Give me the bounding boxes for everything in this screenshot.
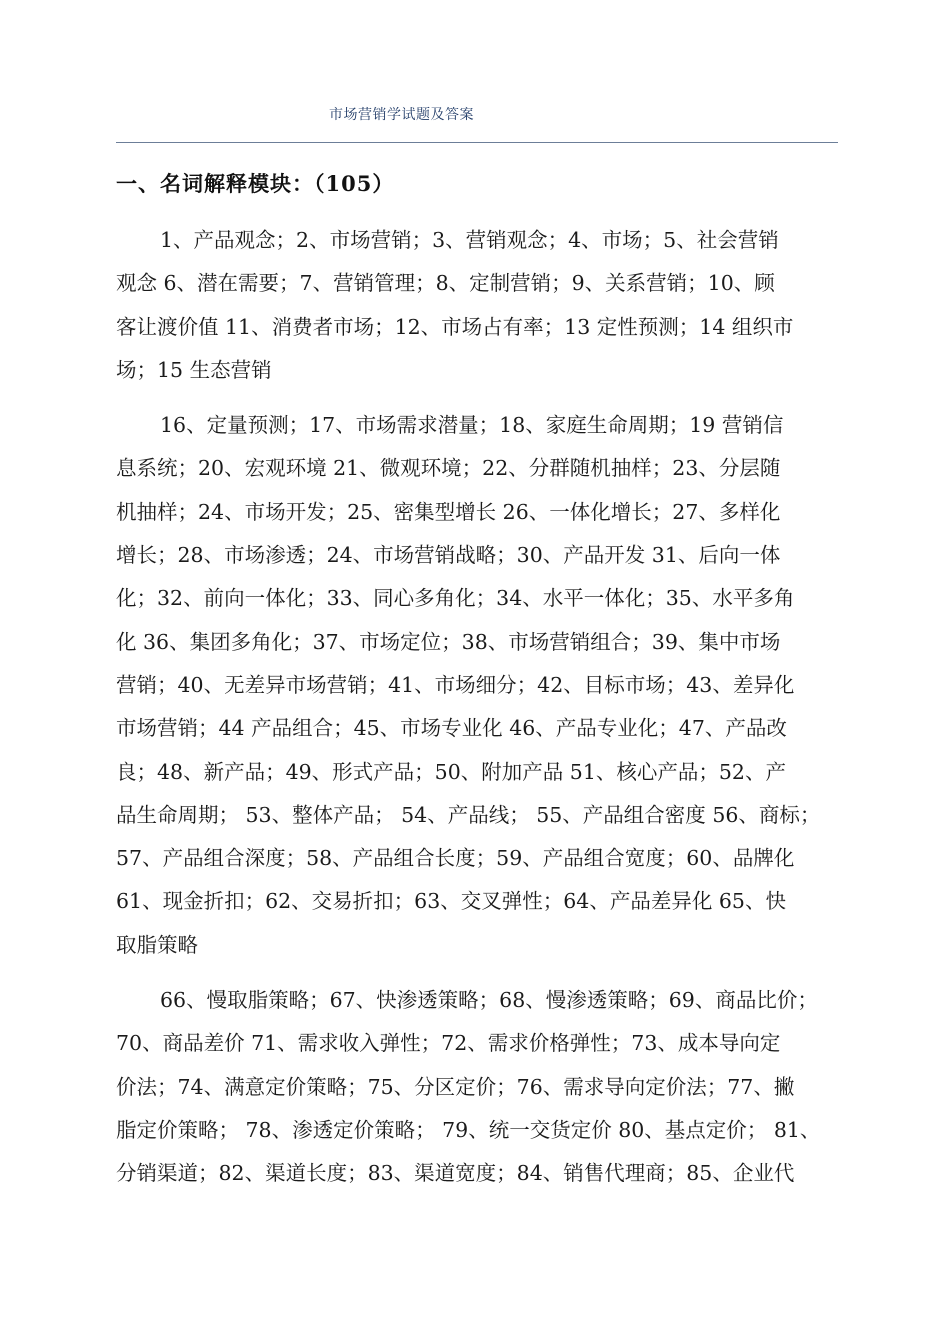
paragraph-line: 价法；74、满意定价策略；75、分区定价；76、需求导向定价法；77、撇 <box>116 1074 795 1099</box>
paragraph-line: 场；15 生态营销 <box>116 357 272 382</box>
paragraph-line: 市场营销；44 产品组合；45、市场专业化 46、产品专业化；47、产品改 <box>116 716 787 741</box>
paragraph <box>116 219 838 392</box>
paragraph-line: 营销；40、无差异市场营销；41、市场细分；42、目标市场；43、差异化 <box>116 672 795 697</box>
page-header: 市场营销学试题及答案 <box>329 107 474 123</box>
paragraph-line: 良；48、新产品；49、形式产品；50、附加产品 51、核心产品；52、产 <box>116 759 786 784</box>
paragraph-line: 脂定价策略； 78、渗透定价策略； 79、统一交货定价 80、基点定价； 81、 <box>116 1117 821 1142</box>
paragraph-line: 70、商品差价 71、需求收入弹性；72、需求价格弹性；73、成本导向定 <box>116 1031 781 1056</box>
paragraph-line: 61、现金折扣；62、交易折扣；63、交叉弹性；64、产品差异化 65、快 <box>116 889 786 914</box>
document-body <box>116 219 838 1208</box>
header-rule <box>116 142 838 143</box>
paragraph <box>116 404 838 967</box>
paragraph-line: 化 36、集团多角化；37、市场定位；38、市场营销组合；39、集中市场 <box>116 629 781 654</box>
paragraph-line: 分销渠道；82、渠道长度；83、渠道宽度；84、销售代理商；85、企业代 <box>116 1161 795 1186</box>
paragraph-line: 16、定量预测；17、市场需求潜量；18、家庭生命周期；19 营销信 <box>160 413 784 438</box>
paragraph-line: 品生命周期； 53、整体产品； 54、产品线； 55、产品组合密度 56、商标； <box>116 802 821 827</box>
paragraph-line: 57、产品组合深度；58、产品组合长度；59、产品组合宽度；60、品牌化 <box>116 846 795 871</box>
paragraph <box>116 979 838 1195</box>
paragraph-line: 化；32、前向一体化；33、同心多角化；34、水平一体化；35、水平多角 <box>116 586 795 611</box>
paragraph-line: 1、产品观念；2、市场营销；3、营销观念；4、市场；5、社会营销 <box>160 228 779 252</box>
paragraph-line: 观念 6、潜在需要；7、营销管理；8、定制营销；9、关系营销；10、顾 <box>116 271 775 296</box>
paragraph-line: 取脂策略 <box>116 932 198 957</box>
paragraph-line: 增长；28、市场渗透；24、市场营销战略；30、产品开发 31、后向一体 <box>116 543 781 568</box>
section-title: 一、名词解释模块：（105） <box>116 171 395 196</box>
paragraph-line: 客让渡价值 11、消费者市场；12、市场占有率；13 定性预测；14 组织市 <box>116 314 794 339</box>
paragraph-line: 66、慢取脂策略；67、快渗透策略；68、慢渗透策略；69、商品比价； <box>160 988 818 1013</box>
paragraph-line: 息系统；20、宏观环境 21、微观环境；22、分群随机抽样；23、分层随 <box>116 456 781 481</box>
paragraph-line: 机抽样；24、市场开发；25、密集型增长 26、一体化增长；27、多样化 <box>116 499 781 524</box>
